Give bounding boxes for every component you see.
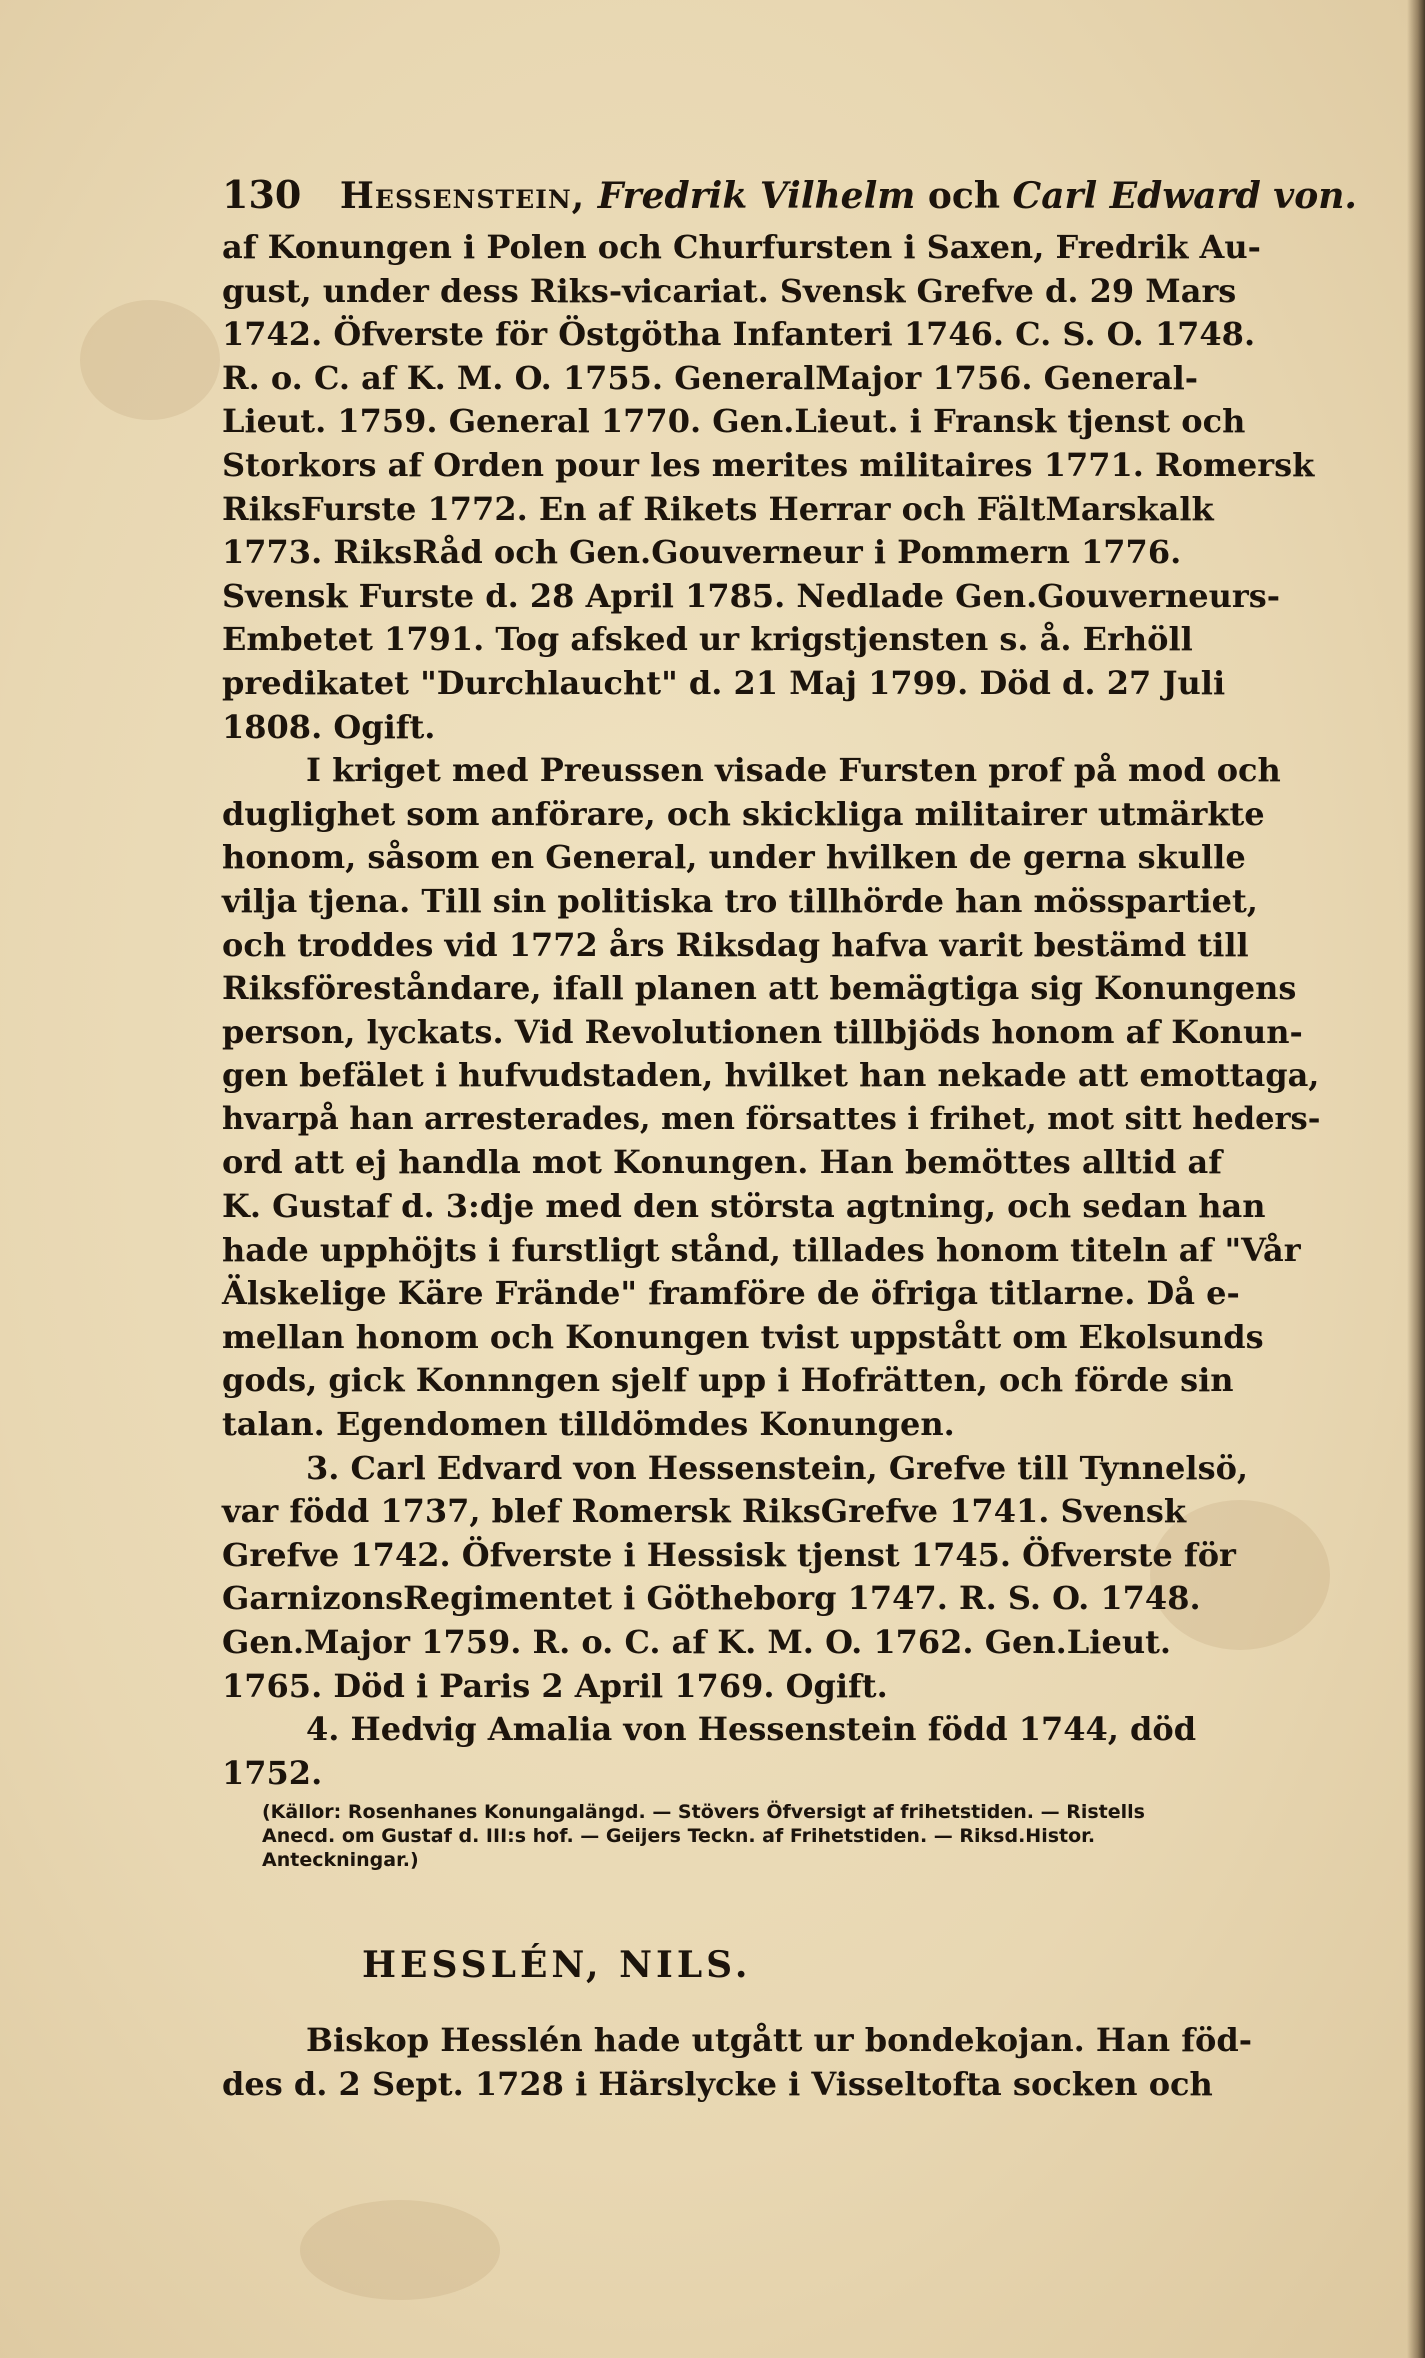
paper-stain bbox=[80, 300, 220, 420]
text-line: Riksföreståndare, ifall planen att bemägtiga sig Konungens bbox=[222, 969, 1297, 1008]
section-body bbox=[222, 2018, 1334, 2106]
header-given-names: Fredrik Vilhelm bbox=[597, 175, 916, 217]
text-line: duglighet som anförare, och skickliga militairer utmärkte bbox=[222, 794, 1265, 833]
text-line: hvarpå han arresterades, men försattes i frihet, mot sitt heders- bbox=[222, 1100, 1321, 1137]
text-line: R. o. C. af K. M. O. 1755. GeneralMajor 1756. General- bbox=[222, 358, 1199, 397]
paper-stain bbox=[300, 2200, 500, 2300]
page-number: 130 bbox=[222, 172, 302, 217]
text-line: des d. 2 Sept. 1728 i Härslycke i Visseltofta socken och bbox=[222, 2065, 1213, 2103]
sources-line: (Källor: Rosenhanes Konungalängd. — Stövers Öfversigt af frihetstiden. — Ristells bbox=[262, 1801, 1145, 1823]
text-line: 1808. Ogift. bbox=[222, 707, 436, 746]
text-line: Embetet 1791. Tog afsked ur krigstjensten s. å. Erhöll bbox=[222, 620, 1193, 659]
header-second-name: Carl Edward von. bbox=[1012, 175, 1357, 217]
text-line: Lieut. 1759. General 1770. Gen.Lieut. i Fransk tjenst och bbox=[222, 402, 1246, 441]
text-line: vilja tjena. Till sin politiska tro tillhörde han mösspartiet, bbox=[222, 881, 1258, 920]
text-line: I kriget med Preussen visade Fursten prof på mod och bbox=[306, 751, 1281, 790]
text-line: 3. Carl Edvard von Hessenstein, Grefve till Tynnelsö, bbox=[306, 1448, 1249, 1487]
sources-note bbox=[262, 1800, 1342, 1872]
text-line: Gen.Major 1759. R. o. C. af K. M. O. 1762. Gen.Lieut. bbox=[222, 1623, 1171, 1661]
text-line: predikatet "Durchlaucht" d. 21 Maj 1799. Död d. 27 Juli bbox=[222, 663, 1226, 702]
running-header bbox=[222, 172, 1357, 228]
text-line: K. Gustaf d. 3:dje med den största agtning, och sedan han bbox=[222, 1187, 1266, 1226]
text-line: honom, såsom en General, under hvilken de gerna skulle bbox=[222, 838, 1246, 877]
text-line: 1773. RiksRåd och Gen.Gouverneur i Pommern 1776. bbox=[222, 533, 1182, 572]
text-line: gen befälet i hufvudstaden, hvilket han nekade att emottaga, bbox=[222, 1056, 1320, 1095]
page-binding-edge bbox=[1407, 0, 1425, 2358]
text-line: mellan honom och Konungen tvist uppstått om Ekolsunds bbox=[222, 1317, 1264, 1356]
text-line: gods, gick Konnngen sjelf upp i Hofrätten, och förde sin bbox=[222, 1361, 1234, 1400]
text-line: var född 1737, blef Romersk RiksGrefve 1741. Svensk bbox=[222, 1492, 1187, 1531]
text-line: RiksFurste 1772. En af Rikets Herrar och FältMarskalk bbox=[222, 489, 1214, 528]
text-line: 1765. Död i Paris 2 April 1769. Ogift. bbox=[222, 1666, 888, 1705]
text-line: 4. Hedvig Amalia von Hessenstein född 1744, död bbox=[306, 1710, 1197, 1749]
text-line: Biskop Hesslén hade utgått ur bondekojan. Han föd- bbox=[306, 2021, 1253, 2059]
sources-line: Anteckningar.) bbox=[262, 1849, 419, 1871]
text-line: 1752. bbox=[222, 1753, 323, 1792]
sources-line: Anecd. om Gustaf d. III:s hof. — Geijers Teckn. af Frihetstiden. — Riksd.Histor. bbox=[262, 1825, 1096, 1847]
text-line: Storkors af Orden pour les merites militaires 1771. Romersk bbox=[222, 445, 1315, 484]
text-line: ord att ej handla mot Konungen. Han bemöttes alltid af bbox=[222, 1143, 1222, 1182]
text-line: af Konungen i Polen och Churfursten i Saxen, Fredrik Au- bbox=[222, 228, 1261, 266]
text-line: Älskelige Käre Frände" framföre de öfriga titlarne. Då e- bbox=[222, 1274, 1240, 1313]
text-line: Svensk Furste d. 28 April 1785. Nedlade Gen.Gouverneurs- bbox=[222, 576, 1281, 615]
section-heading: HESSLÉN, NILS. bbox=[362, 1944, 752, 1986]
header-surname: Hessenstein, bbox=[339, 175, 586, 217]
header-conjunction: och bbox=[927, 175, 1000, 217]
text-line: Grefve 1742. Öfverste i Hessisk tjenst 1745. Öfverste för bbox=[222, 1535, 1236, 1574]
text-line: talan. Egendomen tilldömdes Konungen. bbox=[222, 1405, 955, 1444]
text-line: person, lyckats. Vid Revolutionen tillbjöds honom af Konun- bbox=[222, 1012, 1303, 1051]
main-text bbox=[222, 226, 1334, 1795]
text-line: GarnizonsRegimentet i Götheborg 1747. R. S. O. 1748. bbox=[222, 1579, 1201, 1618]
text-line: gust, under dess Riks-vicariat. Svensk Grefve d. 29 Mars bbox=[222, 271, 1237, 310]
text-line: hade upphöjts i furstligt stånd, tillades honom titeln af "Vår bbox=[222, 1230, 1301, 1269]
text-line: och troddes vid 1772 års Riksdag hafva varit bestämd till bbox=[222, 925, 1249, 964]
text-line: 1742. Öfverste för Östgötha Infanteri 1746. C. S. O. 1748. bbox=[222, 315, 1256, 354]
